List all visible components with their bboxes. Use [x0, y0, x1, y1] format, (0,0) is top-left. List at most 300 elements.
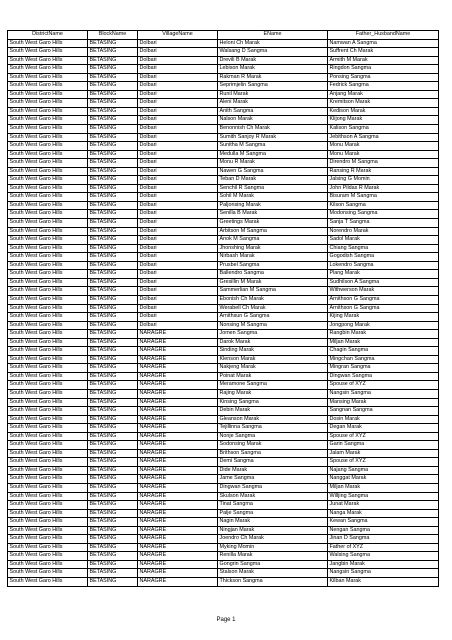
- district-cell: South West Garo Hills: [8, 543, 88, 552]
- father-husband-cell: Ringdon Sangma: [328, 65, 439, 74]
- table-row: [8, 201, 439, 210]
- father-husband-cell: Suffrent Ch Marak: [328, 48, 439, 57]
- block-cell: BETASING: [88, 236, 138, 245]
- district-cell: South West Garo Hills: [8, 107, 88, 116]
- ename-cell: Seprimjelin Sangma: [218, 82, 328, 91]
- district-cell: South West Garo Hills: [8, 313, 88, 322]
- block-cell: BETASING: [88, 295, 138, 304]
- table-row: [8, 176, 439, 185]
- block-cell: BETASING: [88, 287, 138, 296]
- district-cell: South West Garo Hills: [8, 287, 88, 296]
- village-cell: NARAGRE: [138, 552, 218, 561]
- district-cell: South West Garo Hills: [8, 475, 88, 484]
- district-cell: South West Garo Hills: [8, 466, 88, 475]
- district-cell: South West Garo Hills: [8, 193, 88, 202]
- block-cell: BETASING: [88, 73, 138, 82]
- district-cell: South West Garo Hills: [8, 441, 88, 450]
- father-husband-cell: Ponsing Sangma: [328, 73, 439, 82]
- father-husband-cell: Degan Marak: [328, 424, 439, 433]
- district-cell: South West Garo Hills: [8, 560, 88, 569]
- table-row: [8, 424, 439, 433]
- header-block: BlockName: [88, 31, 138, 40]
- father-husband-cell: Kewan Sangma: [328, 518, 439, 527]
- ename-cell: Arnithsun G Sangma: [218, 313, 328, 322]
- district-cell: South West Garo Hills: [8, 253, 88, 262]
- father-husband-cell: Ransing R Marak: [328, 167, 439, 176]
- ename-cell: Monu R Marak: [218, 159, 328, 168]
- father-husband-cell: Garin Sangma: [328, 441, 439, 450]
- district-cell: South West Garo Hills: [8, 407, 88, 416]
- table-row: [8, 441, 439, 450]
- table-row: [8, 236, 439, 245]
- ename-cell: Prusbel Sangma: [218, 261, 328, 270]
- block-cell: BETASING: [88, 56, 138, 65]
- table-row: [8, 509, 439, 518]
- ename-cell: Greetings Marak: [218, 219, 328, 228]
- voter-table: [7, 30, 439, 587]
- village-cell: Dolbari: [138, 236, 218, 245]
- father-husband-cell: Withwerson Marak: [328, 287, 439, 296]
- village-cell: Dolbari: [138, 287, 218, 296]
- table-row: [8, 389, 439, 398]
- village-cell: NARAGRE: [138, 372, 218, 381]
- ename-cell: Nalson Marak: [218, 116, 328, 125]
- district-cell: South West Garo Hills: [8, 526, 88, 535]
- father-husband-cell: Jalam Marak: [328, 449, 439, 458]
- ename-cell: Walsang D Sangma: [218, 48, 328, 57]
- district-cell: South West Garo Hills: [8, 518, 88, 527]
- district-cell: South West Garo Hills: [8, 321, 88, 330]
- village-cell: Dolbari: [138, 176, 218, 185]
- table-row: [8, 432, 439, 441]
- table-row: [8, 407, 439, 416]
- table-row: [8, 569, 439, 578]
- ename-cell: Sinding Marak: [218, 347, 328, 356]
- table-row: [8, 466, 439, 475]
- ename-cell: Rajing Marak: [218, 389, 328, 398]
- ename-cell: Anok M Sangma: [218, 236, 328, 245]
- table-row: [8, 552, 439, 561]
- father-husband-cell: Jebithson A Sangma: [328, 133, 439, 142]
- ename-cell: Dingwan Sangma: [218, 483, 328, 492]
- table-row: [8, 526, 439, 535]
- ename-cell: Meramone Sangma: [218, 381, 328, 390]
- father-husband-cell: Spouse of XYZ: [328, 381, 439, 390]
- father-husband-cell: Kilson Sangma: [328, 201, 439, 210]
- father-husband-cell: Fedrick Sangma: [328, 82, 439, 91]
- block-cell: BETASING: [88, 159, 138, 168]
- block-cell: BETASING: [88, 65, 138, 74]
- ename-cell: Jame Sangma: [218, 475, 328, 484]
- table-row: [8, 475, 439, 484]
- district-cell: South West Garo Hills: [8, 142, 88, 151]
- block-cell: BETASING: [88, 483, 138, 492]
- block-cell: BETASING: [88, 201, 138, 210]
- ename-cell: Gresillin M Marak: [218, 278, 328, 287]
- father-husband-cell: Jalsing G Momin: [328, 176, 439, 185]
- district-cell: South West Garo Hills: [8, 578, 88, 587]
- block-cell: BETASING: [88, 125, 138, 134]
- district-cell: South West Garo Hills: [8, 270, 88, 279]
- ename-cell: Ballendro Sangma: [218, 270, 328, 279]
- table-row: [8, 518, 439, 527]
- table-row: [8, 253, 439, 262]
- village-cell: Dolbari: [138, 56, 218, 65]
- father-husband-cell: Sudhilson A Sangma: [328, 278, 439, 287]
- district-cell: South West Garo Hills: [8, 167, 88, 176]
- block-cell: BETASING: [88, 458, 138, 467]
- village-cell: NARAGRE: [138, 543, 218, 552]
- ename-cell: Gleanson Marak: [218, 415, 328, 424]
- table-row: [8, 82, 439, 91]
- block-cell: BETASING: [88, 389, 138, 398]
- table-row: [8, 210, 439, 219]
- village-cell: Dolbari: [138, 261, 218, 270]
- ename-cell: Rakman R Marak: [218, 73, 328, 82]
- father-husband-cell: Kilban Marak: [328, 578, 439, 587]
- ename-cell: Sodonsing Marak: [218, 441, 328, 450]
- header-father-husband: Father_HusbandName: [328, 31, 439, 40]
- district-cell: South West Garo Hills: [8, 150, 88, 159]
- village-cell: Dolbari: [138, 244, 218, 253]
- district-cell: South West Garo Hills: [8, 389, 88, 398]
- block-cell: BETASING: [88, 278, 138, 287]
- father-husband-cell: Sanja T Sangma: [328, 219, 439, 228]
- ename-cell: Skulson Marak: [218, 492, 328, 501]
- table-row: [8, 535, 439, 544]
- header-district: DistrictName: [8, 31, 88, 40]
- father-husband-cell: John Pildas R Marak: [328, 184, 439, 193]
- district-cell: South West Garo Hills: [8, 449, 88, 458]
- district-cell: South West Garo Hills: [8, 364, 88, 373]
- father-husband-cell: Walsing Sangma: [328, 552, 439, 561]
- father-husband-cell: Chagin Sangma: [328, 347, 439, 356]
- father-husband-cell: Rangbin Marak: [328, 330, 439, 339]
- block-cell: BETASING: [88, 210, 138, 219]
- table-row: [8, 278, 439, 287]
- table-row: [8, 304, 439, 313]
- village-cell: NARAGRE: [138, 398, 218, 407]
- village-cell: NARAGRE: [138, 381, 218, 390]
- block-cell: BETASING: [88, 227, 138, 236]
- father-husband-cell: Direndro M Sangma: [328, 159, 439, 168]
- village-cell: Dolbari: [138, 99, 218, 108]
- page-number: Page 1: [216, 617, 236, 623]
- father-husband-cell: Nanga Marak: [328, 509, 439, 518]
- table-row: [8, 65, 439, 74]
- block-cell: BETASING: [88, 578, 138, 587]
- father-husband-cell: Miljan Marak: [328, 338, 439, 347]
- village-cell: NARAGRE: [138, 364, 218, 373]
- table-row: [8, 483, 439, 492]
- header-row: [8, 31, 439, 40]
- table-row: [8, 338, 439, 347]
- ename-cell: Medulla M Sangma: [218, 150, 328, 159]
- district-cell: South West Garo Hills: [8, 159, 88, 168]
- table-row: [8, 261, 439, 270]
- block-cell: BETASING: [88, 569, 138, 578]
- village-cell: NARAGRE: [138, 407, 218, 416]
- table-row: [8, 125, 439, 134]
- block-cell: BETASING: [88, 364, 138, 373]
- table-row: [8, 116, 439, 125]
- ename-cell: Nawen G Sangma: [218, 167, 328, 176]
- district-cell: South West Garo Hills: [8, 278, 88, 287]
- ename-cell: Demi Sangma: [218, 458, 328, 467]
- district-cell: South West Garo Hills: [8, 244, 88, 253]
- ename-cell: Debin Marak: [218, 407, 328, 416]
- table-row: [8, 372, 439, 381]
- block-cell: BETASING: [88, 150, 138, 159]
- village-cell: NARAGRE: [138, 526, 218, 535]
- district-cell: South West Garo Hills: [8, 99, 88, 108]
- father-husband-cell: Kedison Marak: [328, 107, 439, 116]
- ename-cell: Dide Marak: [218, 466, 328, 475]
- district-cell: South West Garo Hills: [8, 347, 88, 356]
- village-cell: Dolbari: [138, 184, 218, 193]
- village-cell: NARAGRE: [138, 466, 218, 475]
- block-cell: BETASING: [88, 449, 138, 458]
- block-cell: BETASING: [88, 48, 138, 57]
- block-cell: BETASING: [88, 184, 138, 193]
- block-cell: BETASING: [88, 90, 138, 99]
- table-row: [8, 270, 439, 279]
- village-cell: Dolbari: [138, 142, 218, 151]
- father-husband-cell: Nangsin Sangma: [328, 569, 439, 578]
- ename-cell: Senilla B Marak: [218, 210, 328, 219]
- table-row: [8, 73, 439, 82]
- district-cell: South West Garo Hills: [8, 133, 88, 142]
- block-cell: BETASING: [88, 193, 138, 202]
- block-cell: BETASING: [88, 253, 138, 262]
- block-cell: BETASING: [88, 560, 138, 569]
- ename-cell: Gongrin Sangma: [218, 560, 328, 569]
- table-row: [8, 244, 439, 253]
- father-husband-cell: Arnithson G Sangma: [328, 295, 439, 304]
- father-husband-cell: Nengan Sangma: [328, 526, 439, 535]
- village-cell: Dolbari: [138, 193, 218, 202]
- block-cell: BETASING: [88, 432, 138, 441]
- table-row: [8, 560, 439, 569]
- table-row: [8, 167, 439, 176]
- district-cell: South West Garo Hills: [8, 184, 88, 193]
- ename-cell: Poinat Marak: [218, 372, 328, 381]
- district-cell: South West Garo Hills: [8, 338, 88, 347]
- village-cell: NARAGRE: [138, 449, 218, 458]
- block-cell: BETASING: [88, 501, 138, 510]
- table-row: [8, 347, 439, 356]
- block-cell: BETASING: [88, 330, 138, 339]
- village-cell: NARAGRE: [138, 441, 218, 450]
- block-cell: BETASING: [88, 304, 138, 313]
- village-cell: NARAGRE: [138, 492, 218, 501]
- header-ename: EName: [218, 31, 328, 40]
- village-cell: NARAGRE: [138, 424, 218, 433]
- father-husband-cell: Sangnan Sangma: [328, 407, 439, 416]
- district-cell: South West Garo Hills: [8, 355, 88, 364]
- table-row: [8, 449, 439, 458]
- block-cell: BETASING: [88, 355, 138, 364]
- table-row: [8, 39, 439, 48]
- ename-cell: Sumith Sanjoy R Marak: [218, 133, 328, 142]
- village-cell: NARAGRE: [138, 518, 218, 527]
- father-husband-cell: Nangsin Sangma: [328, 389, 439, 398]
- ename-cell: Teban D Marak: [218, 176, 328, 185]
- block-cell: BETASING: [88, 39, 138, 48]
- father-husband-cell: Miljan Marak: [328, 483, 439, 492]
- district-cell: South West Garo Hills: [8, 176, 88, 185]
- ename-cell: Sohil M Marak: [218, 193, 328, 202]
- father-husband-cell: Monu Marak: [328, 142, 439, 151]
- ename-cell: Ebonish Ch Marak: [218, 295, 328, 304]
- table-row: [8, 381, 439, 390]
- block-cell: BETASING: [88, 543, 138, 552]
- village-cell: Dolbari: [138, 295, 218, 304]
- block-cell: BETASING: [88, 347, 138, 356]
- table-row: [8, 458, 439, 467]
- village-cell: NARAGRE: [138, 578, 218, 587]
- table-row: [8, 295, 439, 304]
- village-cell: Dolbari: [138, 227, 218, 236]
- table-body: [8, 39, 439, 586]
- father-husband-cell: Spouse of XYZ: [328, 432, 439, 441]
- father-husband-cell: Kremitson Marak: [328, 99, 439, 108]
- district-cell: South West Garo Hills: [8, 39, 88, 48]
- spreadsheet: [7, 30, 438, 587]
- district-cell: South West Garo Hills: [8, 372, 88, 381]
- father-husband-cell: Arnithson G Sangma: [328, 304, 439, 313]
- table-row: [8, 578, 439, 587]
- father-husband-cell: Willjing Sangma: [328, 492, 439, 501]
- header-village: VillageName: [138, 31, 218, 40]
- ename-cell: Aleni Marak: [218, 99, 328, 108]
- ename-cell: Stalson Marak: [218, 569, 328, 578]
- table-row: [8, 48, 439, 57]
- district-cell: South West Garo Hills: [8, 535, 88, 544]
- block-cell: BETASING: [88, 313, 138, 322]
- table-row: [8, 193, 439, 202]
- table-row: [8, 159, 439, 168]
- father-husband-cell: Armith M Marak: [328, 56, 439, 65]
- block-cell: BETASING: [88, 398, 138, 407]
- table-row: [8, 330, 439, 339]
- district-cell: South West Garo Hills: [8, 424, 88, 433]
- village-cell: NARAGRE: [138, 535, 218, 544]
- father-husband-cell: Junat Marak: [328, 501, 439, 510]
- ename-cell: Tejillinna Sangma: [218, 424, 328, 433]
- block-cell: BETASING: [88, 509, 138, 518]
- district-cell: South West Garo Hills: [8, 90, 88, 99]
- district-cell: South West Garo Hills: [8, 330, 88, 339]
- ename-cell: Thickson Sangma: [218, 578, 328, 587]
- village-cell: NARAGRE: [138, 338, 218, 347]
- village-cell: Dolbari: [138, 313, 218, 322]
- district-cell: South West Garo Hills: [8, 48, 88, 57]
- father-husband-cell: Kijing Marak: [328, 313, 439, 322]
- ename-cell: Brithson Sangma: [218, 449, 328, 458]
- father-husband-cell: Dosin Marak: [328, 415, 439, 424]
- table-row: [8, 150, 439, 159]
- district-cell: South West Garo Hills: [8, 483, 88, 492]
- ename-cell: Joendro Ch Marak: [218, 535, 328, 544]
- block-cell: BETASING: [88, 475, 138, 484]
- block-cell: BETASING: [88, 372, 138, 381]
- block-cell: BETASING: [88, 407, 138, 416]
- table-row: [8, 133, 439, 142]
- ename-cell: Arbitson M Sangma: [218, 227, 328, 236]
- ename-cell: Nagin Marak: [218, 518, 328, 527]
- village-cell: Dolbari: [138, 48, 218, 57]
- village-cell: Dolbari: [138, 304, 218, 313]
- ename-cell: Palje Sangma: [218, 509, 328, 518]
- village-cell: NARAGRE: [138, 458, 218, 467]
- table-row: [8, 415, 439, 424]
- village-cell: NARAGRE: [138, 389, 218, 398]
- village-cell: NARAGRE: [138, 483, 218, 492]
- father-husband-cell: Sadol Marak: [328, 236, 439, 245]
- ename-cell: Sunitha M Sangma: [218, 142, 328, 151]
- father-husband-cell: Bisuram M Sangma: [328, 193, 439, 202]
- father-husband-cell: Jangbin Marak: [328, 560, 439, 569]
- district-cell: South West Garo Hills: [8, 304, 88, 313]
- village-cell: NARAGRE: [138, 415, 218, 424]
- village-cell: Dolbari: [138, 321, 218, 330]
- district-cell: South West Garo Hills: [8, 509, 88, 518]
- ename-cell: Kinsing Sangma: [218, 398, 328, 407]
- father-husband-cell: Mingran Sangma: [328, 364, 439, 373]
- ename-cell: Klenson Marak: [218, 355, 328, 364]
- district-cell: South West Garo Hills: [8, 415, 88, 424]
- block-cell: BETASING: [88, 244, 138, 253]
- ename-cell: Drevili B Marak: [218, 56, 328, 65]
- father-husband-cell: Namwan A Sangma: [328, 39, 439, 48]
- ename-cell: Renilla Marak: [218, 552, 328, 561]
- block-cell: BETASING: [88, 526, 138, 535]
- father-husband-cell: Mingchan Sangma: [328, 355, 439, 364]
- district-cell: South West Garo Hills: [8, 569, 88, 578]
- village-cell: NARAGRE: [138, 355, 218, 364]
- father-husband-cell: Nanggat Marak: [328, 475, 439, 484]
- ename-cell: Ningjan Marak: [218, 526, 328, 535]
- block-cell: BETASING: [88, 99, 138, 108]
- table-row: [8, 227, 439, 236]
- village-cell: Dolbari: [138, 167, 218, 176]
- table-row: [8, 219, 439, 228]
- father-husband-cell: Chiang Sangma: [328, 244, 439, 253]
- ename-cell: Benonnish Ch Marak: [218, 125, 328, 134]
- village-cell: Dolbari: [138, 159, 218, 168]
- block-cell: BETASING: [88, 338, 138, 347]
- village-cell: Dolbari: [138, 73, 218, 82]
- village-cell: Dolbari: [138, 278, 218, 287]
- table-row: [8, 142, 439, 151]
- village-cell: NARAGRE: [138, 509, 218, 518]
- block-cell: BETASING: [88, 142, 138, 151]
- village-cell: NARAGRE: [138, 560, 218, 569]
- village-cell: NARAGRE: [138, 432, 218, 441]
- ename-cell: Nonsing M Sangma: [218, 321, 328, 330]
- district-cell: South West Garo Hills: [8, 201, 88, 210]
- block-cell: BETASING: [88, 270, 138, 279]
- district-cell: South West Garo Hills: [8, 210, 88, 219]
- district-cell: South West Garo Hills: [8, 501, 88, 510]
- district-cell: South West Garo Hills: [8, 552, 88, 561]
- table-row: [8, 313, 439, 322]
- ename-cell: Nonje Sangma: [218, 432, 328, 441]
- block-cell: BETASING: [88, 133, 138, 142]
- father-husband-cell: Kalison Sangma: [328, 125, 439, 134]
- ename-cell: Senchil R Sangma: [218, 184, 328, 193]
